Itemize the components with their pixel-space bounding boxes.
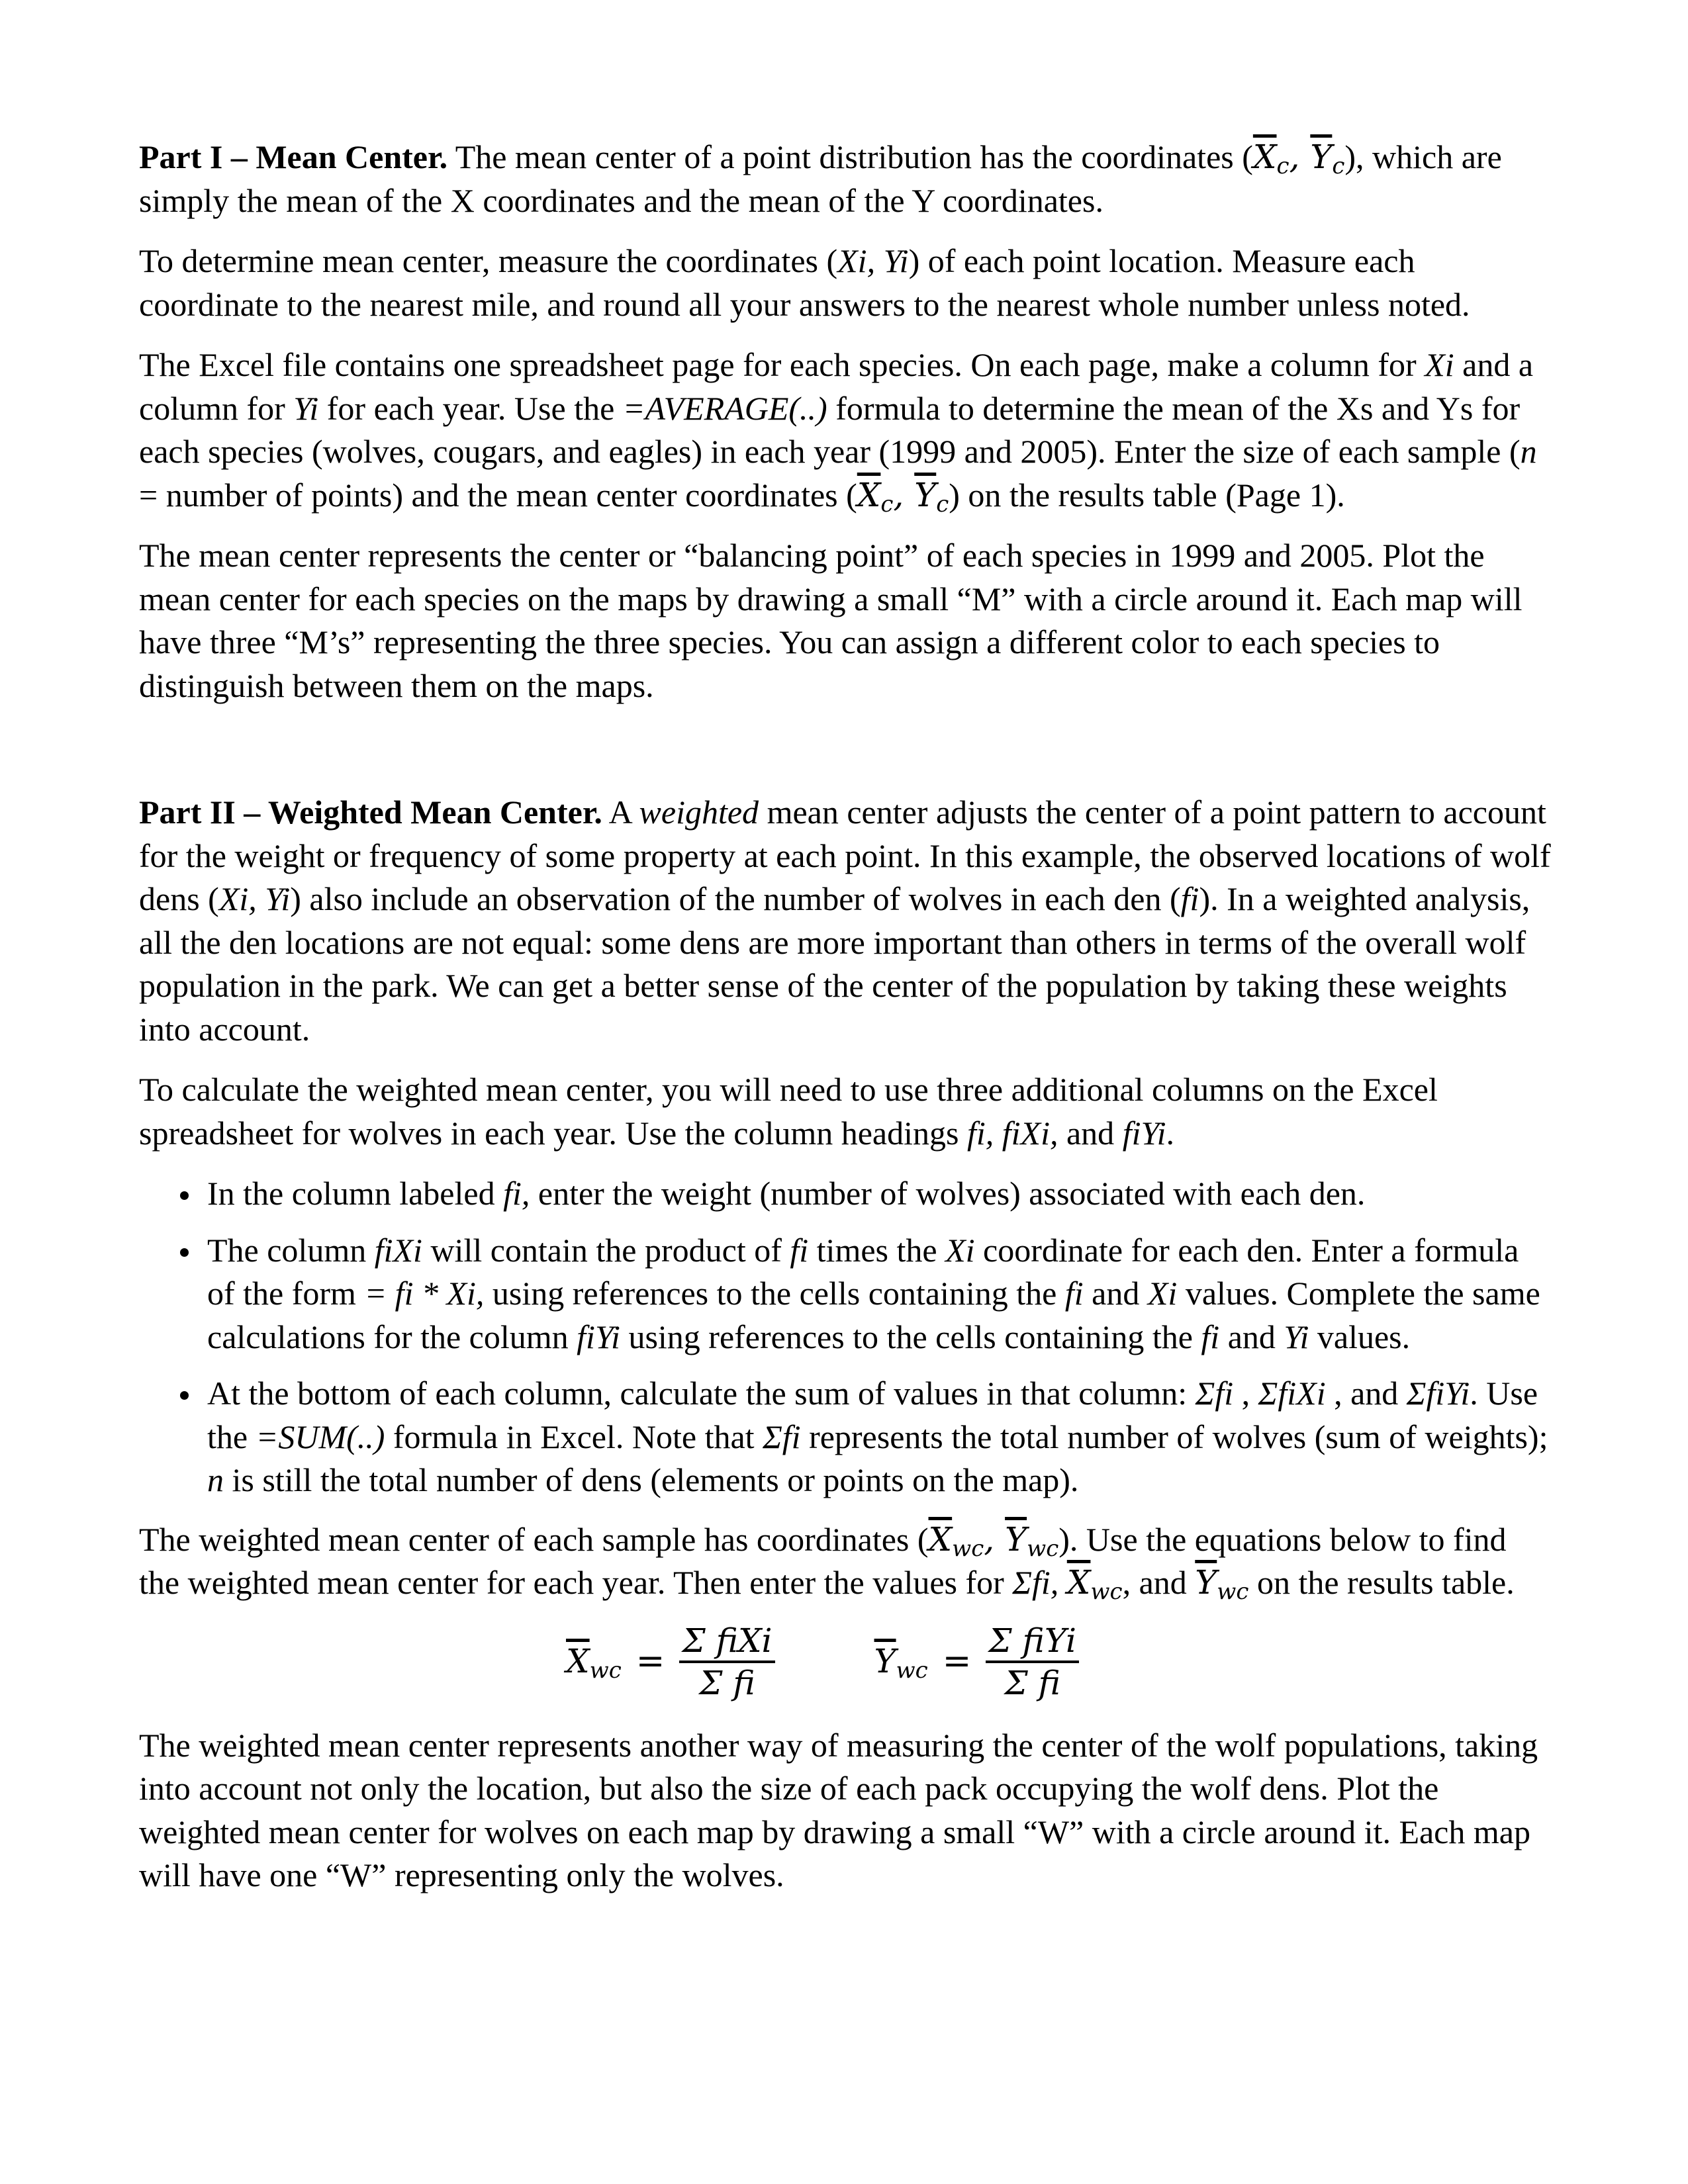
part1-paragraph-plot: The mean center represents the center or “balancing point” of each species in 1999 and 2005. Plot the mean center for each species on the maps by drawing a small “M” with a circle around it. Each map will have three “M’s” representing the three species. You can assign a different color to each species to distinguish between them on the maps. <box>139 537 1523 704</box>
y-weighted-equation: $\overline{Y}_{wc}$ = $\frac{\text{Σ fiYi}}{\text{Σ fi}}$ <box>874 1622 1079 1702</box>
part2-paragraph-plot: The weighted mean center represents another way of measuring the center of the wolf populations, taking into account not only the location, but also the size of each pack occupying the wolf dens. Plot the weighted mean center for wolves on each map by drawing a small “W” with a circle around it. Each map will have one “W” representing only the wolves. <box>139 1726 1538 1893</box>
part2-paragraph-columns: To calculate the weighted mean center, you will need to use three additional columns on the Excel spreadsheet for wolves in each year. Use the column headings fi, fiXi, and fiYi. <box>139 1071 1438 1152</box>
part1-paragraph-excel: The Excel file contains one spreadsheet page for each species. On each page, make a column for Xi and a column for Yi for each year. Use the =AVERAGE(..) formula to determine the mean of the Xs and Ys for each species (wolves, cougars, and eagles) in each year (1999 and 2005). Enter the size of each sample (n = number of points) and the mean center coordinates ($\overline{X}_c$, $\overline{Y}_c$) on the results table (Page 1). <box>139 346 1537 518</box>
part1-heading: Part I – Mean Center. <box>139 138 448 175</box>
bullet-item-product: • The column fiXi will contain the product of fi times the Xi coordinate for each den. Enter a formula of the form = fi * Xi, using references to the cells containing the fi and Xi values. Complete the same calculations for the column fiYi using references to the cells containing the fi and Yi values. <box>202 1229 1552 1359</box>
part2-paragraph-intro: Part II – Weighted Mean Center. A weighted mean center adjusts the center of a point pattern to account for the weight or frequency of some property at each point. In this example, the observed locations of wolf dens (Xi, Yi) also include an observation of the number of wolves in each den (fi). In a weighted analysis, all the den locations are not equal: some dens are more important than others in terms of the overall wolf population in the park. We can get a better sense of the center of the population by taking these weights into account. <box>139 794 1551 1048</box>
mean-center-coordinates: $\overline{X}_c$, $\overline{Y}_c$ <box>1252 138 1345 179</box>
average-formula: =AVERAGE(..) <box>622 389 827 427</box>
part1-paragraph-measure: To determine mean center, measure the coordinates (Xi, Yi) of each point location. Measure each coordinate to the nearest mile, and round all your answers to the nearest whole number unless noted. <box>139 242 1470 323</box>
instruction-bullet-list <box>139 1172 1552 1502</box>
bullet-item-weight: • In the column labeled fi, enter the weight (number of wolves) associated with each den. <box>202 1172 1552 1216</box>
product-formula: = fi * Xi, <box>364 1275 485 1312</box>
part2-paragraph-weighted-coords: The weighted mean center of each sample has coordinates ($\overline{X}_{wc}$, $\overline{Y}_{wc}$). Use the equations below to find the weighted mean center for each year. Then enter the values for Σfi, $\overline{X}_{wc}$, and $\overline{Y}_{wc}$ on the results table. <box>139 1520 1515 1605</box>
weighted-mean-equations <box>93 1622 1552 1702</box>
part2-heading: Part II – Weighted Mean Center. <box>139 794 602 831</box>
section-spacer <box>139 725 1552 791</box>
sum-formula: =SUM(..) <box>256 1418 385 1455</box>
x-weighted-equation: $\overline{X}_{wc}$ = $\frac{\text{Σ fiXi}}{\text{Σ fi}}$ <box>566 1622 775 1702</box>
document-page <box>139 136 1552 1915</box>
part1-paragraph-intro: Part I – Mean Center. The mean center of a point distribution has the coordinates ($\overline{X}_c$, $\overline{Y}_c$), which are simply the mean of the X coordinates and the mean of the Y coordinates. <box>139 138 1502 219</box>
bullet-item-sum: • At the bottom of each column, calculate the sum of values in that column: Σfi , ΣfiXi , and ΣfiYi. Use the =SUM(..) formula in Excel. Note that Σfi represents the total number of wolves (sum of weights); n is still the total number of dens (elements or points on the map). <box>202 1372 1552 1502</box>
